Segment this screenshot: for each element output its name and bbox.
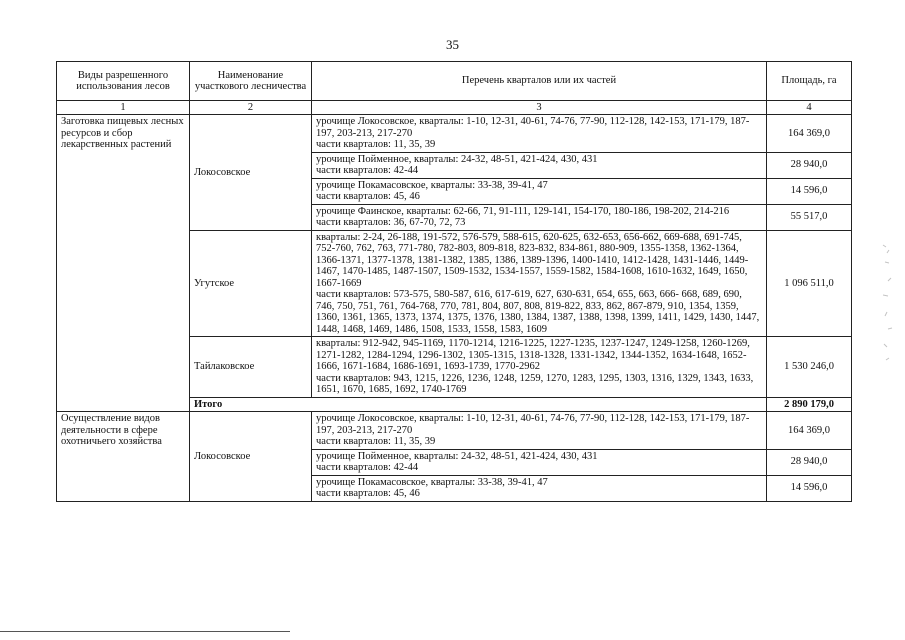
quarters-list-cell: урочище Фаинское, кварталы: 62-66, 71, 91-111, 129-141, 154-170, 180-186, 198-202, 214-216 части кварталов: 36, 67-70, 72, 73 — [312, 204, 767, 230]
area-cell: 28 940,0 — [767, 449, 852, 475]
column-number: 2 — [190, 101, 312, 115]
quarters-list-cell: кварталы: 2-24, 26-188, 191-572, 576-579, 588-615, 620-625, 632-653, 656-662, 669-688, 691-745, 752-760, 762, 763, 771-780, 782-803, 809-818, 823-832, 834-861, 880-909, 1355-1358, 1362-1364, 1366-1371, 1377-1378, 1381-1382, 1385, 1386, 1389-1396, 1400-1410, 1412-1428, 1431-1446, 1449-1467, 1470-1485, 1487-1507, 1509-1532, 1534-1557, 1559-1582, 1584-1608, 1610-1632, 1649, 1650, 1667-1669 части кварталов: 573-575, 580-587, 616, 617-619, 627, 630-631, 654, 655, 663, 666- 668, 689, 690, 746, 750, 751, 761, 764-768, 770, 781, 804, 807, 808, 819-822, 833, 862, 867-879, 910, 1354, 1359, 1360, 1361, 1365, 1373, 1374, 1375, 1376, 1380, 1384, 1387, 1388, 1398, 1399, 1411, 1429, 1430, 1447, 1448, 1468, 1469, 1486, 1508, 1533, 1558, 1583, 1609 — [312, 230, 767, 337]
quarters-list-cell: урочище Покамасовское, кварталы: 33-38, 39-41, 47 части кварталов: 45, 46 — [312, 475, 767, 501]
column-number: 3 — [312, 101, 767, 115]
forestry-name-cell: Угутское — [190, 230, 312, 337]
forest-use-table — [56, 61, 852, 502]
forestry-name-cell: Локосовское — [190, 412, 312, 502]
area-cell: 14 596,0 — [767, 475, 852, 501]
table-body — [57, 115, 852, 502]
header-row — [57, 62, 852, 101]
area-cell: 55 517,0 — [767, 204, 852, 230]
quarters-list-cell: урочище Пойменное, кварталы: 24-32, 48-51, 421-424, 430, 431 части кварталов: 42-44 — [312, 449, 767, 475]
total-label: Итого — [190, 397, 767, 412]
quarters-list-cell: урочище Пойменное, кварталы: 24-32, 48-51, 421-424, 430, 431 части кварталов: 42-44 — [312, 152, 767, 178]
quarters-list-cell: урочище Покамасовское, кварталы: 33-38, 39-41, 47 части кварталов: 45, 46 — [312, 178, 767, 204]
quarters-list-cell: урочище Локосовское, кварталы: 1-10, 12-31, 40-61, 74-76, 77-90, 112-128, 142-153, 171-179, 187-197, 203-213, 217-270 части кварталов: 11, 35, 39 — [312, 115, 767, 153]
column-number: 1 — [57, 101, 190, 115]
header-quarters-list: Перечень кварталов или их частей — [312, 62, 767, 101]
area-cell: 14 596,0 — [767, 178, 852, 204]
column-number: 4 — [767, 101, 852, 115]
quarters-list-cell: кварталы: 912-942, 945-1169, 1170-1214, 1216-1225, 1227-1235, 1237-1247, 1249-1258, 1260-1269, 1271-1282, 1284-1294, 1296-1302, 1305-1315, 1318-1328, 1331-1342, 1344-1352, 1634-1648, 1652-1666, 1671-1684, 1686-1691, 1693-1739, 1770-2962 части кварталов: 943, 1215, 1226, 1236, 1248, 1259, 1270, 1283, 1295, 1303, 1316, 1329, 1343, 1633, 1651, 1670, 1685, 1692, 1740-1769 — [312, 337, 767, 398]
table-row — [57, 115, 852, 153]
use-type-cell: Осуществление видов деятельности в сфере охотничьего хозяйства — [57, 412, 190, 502]
header-forestry-name: Наименование участкового лесничества — [190, 62, 312, 101]
area-cell: 1 530 246,0 — [767, 337, 852, 398]
quarters-list-cell: урочище Локосовское, кварталы: 1-10, 12-31, 40-61, 74-76, 77-90, 112-128, 142-153, 171-179, 187-197, 203-213, 217-270 части кварталов: 11, 35, 39 — [312, 412, 767, 450]
forestry-name-cell: Локосовское — [190, 115, 312, 231]
area-cell: 1 096 511,0 — [767, 230, 852, 337]
scan-margin-marks — [877, 240, 901, 370]
table-row — [57, 412, 852, 450]
footer-divider — [0, 631, 290, 632]
column-number-row — [57, 101, 852, 115]
header-area: Площадь, га — [767, 62, 852, 101]
header-use-type: Виды разрешенного использования лесов — [57, 62, 190, 101]
area-cell: 164 369,0 — [767, 412, 852, 450]
area-cell: 28 940,0 — [767, 152, 852, 178]
use-type-cell: Заготовка пищевых лесных ресурсов и сбор лекарственных растений — [57, 115, 190, 412]
page-number: 35 — [446, 37, 459, 52]
total-area: 2 890 179,0 — [767, 397, 852, 412]
area-cell: 164 369,0 — [767, 115, 852, 153]
forestry-name-cell: Тайлаковское — [190, 337, 312, 398]
